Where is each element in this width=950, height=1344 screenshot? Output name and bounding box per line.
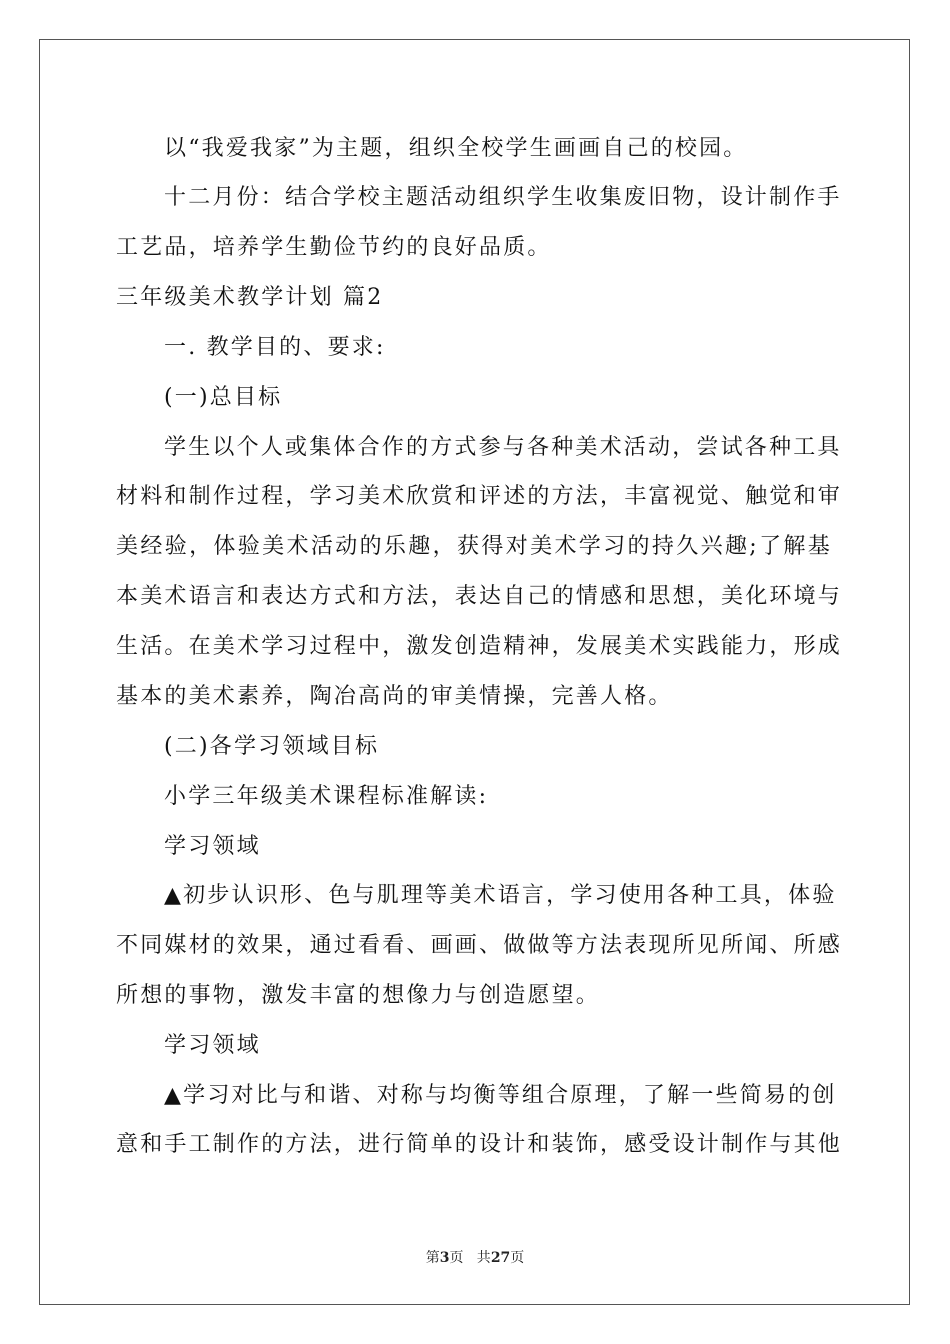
paragraph-line: 本美术语言和表达方式和方法，表达自己的情感和思想，美化环境与 — [116, 584, 843, 609]
section-heading: 三年级美术教学计划 篇2 — [116, 285, 384, 310]
page-footer — [0, 1247, 950, 1267]
footer-suffix: 页 — [510, 1250, 525, 1266]
footer-middle: 页 共 — [449, 1250, 491, 1266]
total-page-number: 27 — [490, 1250, 511, 1266]
paragraph-line: 一. 教学目的、要求: — [164, 335, 386, 360]
paragraph-line: 基本的美术素养，陶冶高尚的审美情操，完善人格。 — [116, 684, 673, 709]
page-border — [39, 39, 910, 1305]
paragraph-line: 学生以个人或集体合作的方式参与各种美术活动，尝试各种工具 — [164, 435, 842, 460]
paragraph-line: ▲学习对比与和谐、对称与均衡等组合原理，了解一些简易的创 — [164, 1083, 837, 1108]
paragraph-line: 工艺品，培养学生勤俭节约的良好品质。 — [116, 235, 552, 260]
paragraph-line: 学习领域 — [164, 834, 261, 859]
paragraph-line: 所想的事物，激发丰富的想像力与创造愿望。 — [116, 983, 601, 1008]
paragraph-line: 小学三年级美术课程标准解读: — [164, 784, 489, 809]
subheading: (二)各学习领域目标 — [164, 734, 380, 759]
paragraph-line: 材料和制作过程，学习美术欣赏和评述的方法，丰富视觉、触觉和审 — [116, 484, 843, 509]
paragraph-line: 十二月份：结合学校主题活动组织学生收集废旧物，设计制作手 — [164, 185, 842, 210]
paragraph-line: 生活。在美术学习过程中，激发创造精神，发展美术实践能力，形成 — [116, 634, 843, 659]
paragraph-line: ▲初步认识形、色与肌理等美术语言，学习使用各种工具，体验 — [164, 883, 837, 908]
paragraph-line: 以“我爱我家”为主题，组织全校学生画画自己的校园。 — [164, 136, 748, 161]
paragraph-line: 不同媒材的效果，通过看看、画画、做做等方法表现所见所闻、所感 — [116, 933, 843, 958]
paragraph-line: 意和手工制作的方法，进行简单的设计和装饰，感受设计制作与其他 — [116, 1132, 843, 1157]
paragraph-line: 学习领域 — [164, 1033, 261, 1058]
current-page-number: 3 — [439, 1250, 450, 1266]
subheading: (一)总目标 — [164, 385, 283, 410]
footer-prefix: 第 — [425, 1250, 440, 1266]
paragraph-line: 美经验，体验美术活动的乐趣，获得对美术学习的持久兴趣;了解基 — [116, 534, 832, 559]
